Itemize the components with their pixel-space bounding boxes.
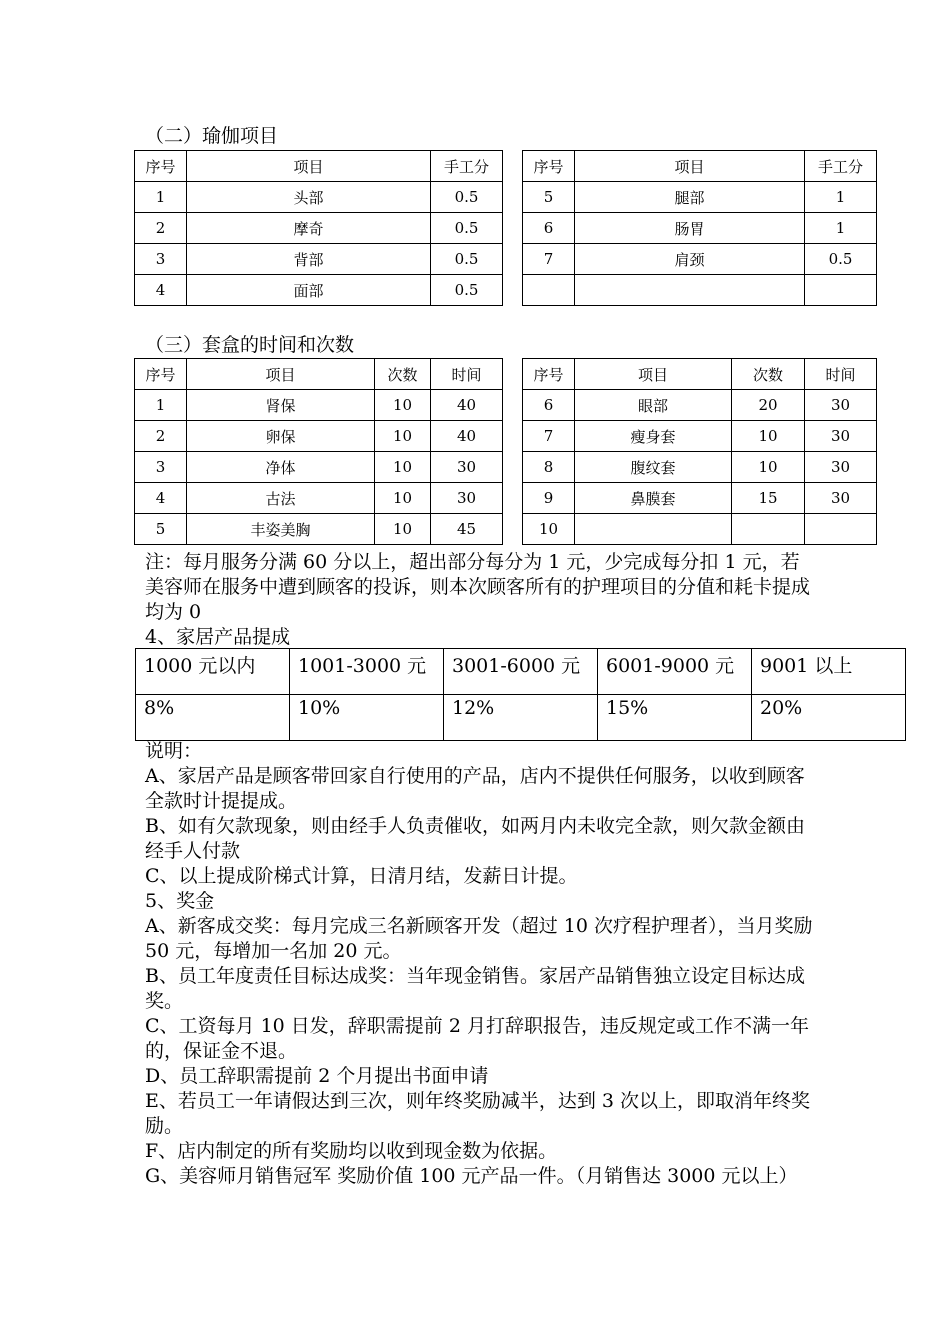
- home-products-title: 4、家居产品提成: [145, 626, 291, 648]
- table-cell: 5: [523, 182, 575, 213]
- table-cell: 1: [805, 213, 877, 244]
- header-cell: 时间: [805, 359, 877, 390]
- table-cell: 20: [732, 390, 805, 421]
- table-row: [135, 390, 877, 421]
- table-cell: 10: [732, 421, 805, 452]
- table-cell: 7: [523, 421, 575, 452]
- table-cell: 头部: [187, 182, 431, 213]
- table-cell: 15: [732, 483, 805, 514]
- table-cell: 7: [523, 244, 575, 275]
- rules-text-block: [145, 739, 815, 1189]
- table-cell: 瘦身套: [575, 421, 732, 452]
- table-cell: 30: [805, 390, 877, 421]
- table-cell: 10: [375, 421, 431, 452]
- header-cell: 手工分: [805, 151, 877, 182]
- bonus-item: E、若员工一年请假达到三次，则年终奖励减半，达到 3 次以上，即取消年终奖励。: [145, 1090, 811, 1137]
- table-cell: 肾保: [187, 390, 375, 421]
- bonus-item: D、员工辞职需提前 2 个月提出书面申请: [145, 1065, 489, 1087]
- table-cell: 腹纹套: [575, 452, 732, 483]
- table-cell: 鼻膜套: [575, 483, 732, 514]
- table-cell: 0.5: [431, 244, 503, 275]
- table-cell: 6: [523, 390, 575, 421]
- table-cell: 0.5: [431, 275, 503, 306]
- rate-cell: 20%: [752, 695, 906, 741]
- table-cell: 30: [431, 483, 503, 514]
- table-cell: 背部: [187, 244, 431, 275]
- rate-cell: 10%: [290, 695, 444, 741]
- table-cell: [575, 514, 732, 545]
- header-cell: 次数: [732, 359, 805, 390]
- table-cell: 1: [805, 182, 877, 213]
- table-cell: 45: [431, 514, 503, 545]
- table-cell: [575, 275, 805, 306]
- bonus-item: G、美容师月销售冠军 奖励价值 100 元产品一件。（月销售达 3000 元以上）: [145, 1165, 798, 1187]
- table-cell: 1: [135, 182, 187, 213]
- table-cell: 10: [375, 452, 431, 483]
- table-cell: 2: [135, 421, 187, 452]
- header-cell: 序号: [523, 359, 575, 390]
- table-cell: 卵保: [187, 421, 375, 452]
- header-cell: 项目: [575, 151, 805, 182]
- table-cell: 肠胃: [575, 213, 805, 244]
- yoga-table: [134, 150, 877, 306]
- table-cell: 面部: [187, 275, 431, 306]
- table-cell: 3: [135, 452, 187, 483]
- header-cell: 项目: [187, 151, 431, 182]
- header-cell: 手工分: [431, 151, 503, 182]
- range-cell: 1001-3000 元: [290, 649, 444, 695]
- table-cell: 4: [135, 275, 187, 306]
- table-cell: 腿部: [575, 182, 805, 213]
- header-cell: 项目: [575, 359, 732, 390]
- header-row: [135, 151, 877, 182]
- range-cell: 1000 元以内: [136, 649, 290, 695]
- table-cell: [805, 514, 877, 545]
- table-cell: 40: [431, 421, 503, 452]
- table-cell: 8: [523, 452, 575, 483]
- column-gap: [503, 483, 523, 514]
- table-row: [135, 421, 877, 452]
- table-cell: 0.5: [431, 182, 503, 213]
- table-cell: 10: [375, 483, 431, 514]
- explanation-item: C、以上提成阶梯式计算，日清月结，发薪日计提。: [145, 865, 578, 887]
- table-cell: 古法: [187, 483, 375, 514]
- table-row: [135, 244, 877, 275]
- rate-cell: 15%: [598, 695, 752, 741]
- table-cell: 10: [375, 390, 431, 421]
- header-cell: 序号: [523, 151, 575, 182]
- table-cell: 10: [523, 514, 575, 545]
- explanation-title: 说明：: [145, 740, 203, 762]
- table-cell: 30: [805, 421, 877, 452]
- explanation-item: B、如有欠款现象，则由经手人负责催收，如两月内未收完全款，则欠款金额由经手人付款: [145, 815, 805, 862]
- header-cell: 时间: [431, 359, 503, 390]
- bonus-title: 5、奖金: [145, 890, 215, 912]
- range-cell: 6001-9000 元: [598, 649, 752, 695]
- table-row: [135, 213, 877, 244]
- yoga-section-title: （二）瑜伽项目: [145, 125, 279, 147]
- table-cell: 3: [135, 244, 187, 275]
- bonus-item: F、店内制定的所有奖励均以收到现金数为依据。: [145, 1140, 558, 1162]
- table-cell: 2: [135, 213, 187, 244]
- column-gap: [503, 182, 523, 213]
- table-row: [135, 452, 877, 483]
- note-text: 注：每月服务分满 60 分以上，超出部分每分为 1 元，少完成每分扣 1 元，若美容师在服务中遭到顾客的投诉，则本次顾客所有的护理项目的分值和耗卡提成均为 0: [145, 551, 811, 623]
- table-cell: 5: [135, 514, 187, 545]
- boxset-table: [134, 358, 877, 545]
- table-cell: 肩颈: [575, 244, 805, 275]
- table-cell: 1: [135, 390, 187, 421]
- table-cell: [732, 514, 805, 545]
- bonus-item: A、新客成交奖：每月完成三名新顾客开发（超过 10 次疗程护理者），当月奖励 50 元，每增加一名加 20 元。: [145, 915, 813, 962]
- table-cell: 10: [732, 452, 805, 483]
- column-gap: [503, 244, 523, 275]
- header-cell: 序号: [135, 151, 187, 182]
- table-cell: 0.5: [431, 213, 503, 244]
- column-gap: [503, 390, 523, 421]
- table-cell: 4: [135, 483, 187, 514]
- range-cell: 9001 以上: [752, 649, 906, 695]
- table-cell: 9: [523, 483, 575, 514]
- column-gap: [503, 213, 523, 244]
- column-gap: [503, 275, 523, 306]
- table-row: [135, 514, 877, 545]
- column-gap: [503, 151, 523, 182]
- table-cell: 净体: [187, 452, 375, 483]
- header-row: [135, 359, 877, 390]
- explanation-item: A、家居产品是顾客带回家自行使用的产品，店内不提供任何服务，以收到顾客全款时计提提成。: [145, 765, 805, 812]
- column-gap: [503, 421, 523, 452]
- header-cell: 项目: [187, 359, 375, 390]
- table-row: [135, 483, 877, 514]
- table-cell: 30: [805, 452, 877, 483]
- table-cell: [805, 275, 877, 306]
- header-cell: 次数: [375, 359, 431, 390]
- table-cell: 30: [431, 452, 503, 483]
- column-gap: [503, 514, 523, 545]
- table-cell: 30: [805, 483, 877, 514]
- boxset-section-title: （三）套盒的时间和次数: [145, 334, 355, 356]
- bonus-item: C、工资每月 10 日发，辞职需提前 2 月打辞职报告，违反规定或工作不满一年的，保证金不退。: [145, 1015, 809, 1062]
- rate-cell: 12%: [444, 695, 598, 741]
- table-cell: [523, 275, 575, 306]
- table-cell: 摩奇: [187, 213, 431, 244]
- table-cell: 10: [375, 514, 431, 545]
- header-cell: 序号: [135, 359, 187, 390]
- column-gap: [503, 452, 523, 483]
- bonus-item: B、员工年度责任目标达成奖：当年现金销售。家居产品销售独立设定目标达成奖。: [145, 965, 805, 1012]
- table-cell: 0.5: [805, 244, 877, 275]
- table-row: [135, 275, 877, 306]
- table-cell: 眼部: [575, 390, 732, 421]
- table-cell: 丰姿美胸: [187, 514, 375, 545]
- range-cell: 3001-6000 元: [444, 649, 598, 695]
- table-cell: 6: [523, 213, 575, 244]
- home-products-table: [135, 648, 906, 741]
- table-cell: 40: [431, 390, 503, 421]
- service-score-note: [145, 550, 815, 650]
- commission-rate-row: [136, 695, 906, 741]
- table-row: [135, 182, 877, 213]
- rate-cell: 8%: [136, 695, 290, 741]
- column-gap: [503, 359, 523, 390]
- commission-range-row: [136, 649, 906, 695]
